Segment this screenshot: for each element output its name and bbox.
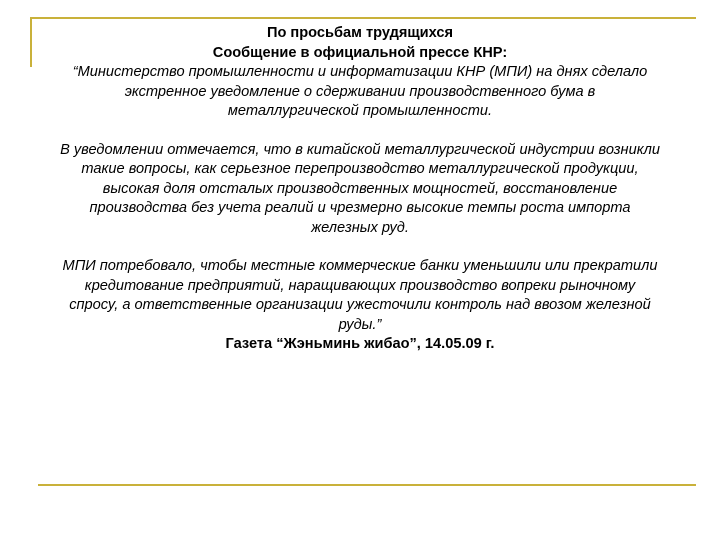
quote-paragraph-1: “Министерство промышленности и информатизации КНР (МПИ) на днях сделало экстренное уведомление о сдерживании производственного бума в металлургической промышленности. <box>72 64 648 119</box>
slide-subtitle: Сообщение в официальной прессе КНР: <box>212 44 508 61</box>
left-rule <box>30 17 32 67</box>
quote-paragraph-2: В уведомлении отмечается, что в китайской металлургической индустрии возникли такие вопросы, как серьезное перепроизводство металлургической продукции, высокая доля отсталых производственных мощностей, восстановление производства без учета реалий и чрезмерно высокие темпы роста импорта железных руд. <box>60 141 660 236</box>
quote-paragraph-3: МПИ потребовало, чтобы местные коммерческие банки уменьшили или прекратили кредитование предприятий, наращивающих производство вопреки рыночному спросу, а ответственные организации ужесточили контроль над ввозом железной руды.” <box>62 258 658 333</box>
slide-content <box>60 24 660 355</box>
slide-title: По просьбам трудящихся <box>266 25 454 41</box>
bottom-rule <box>38 484 696 486</box>
top-rule <box>30 17 696 19</box>
source-citation: Газета “Жэньминь жибао”, 14.05.09 г. <box>225 336 495 352</box>
